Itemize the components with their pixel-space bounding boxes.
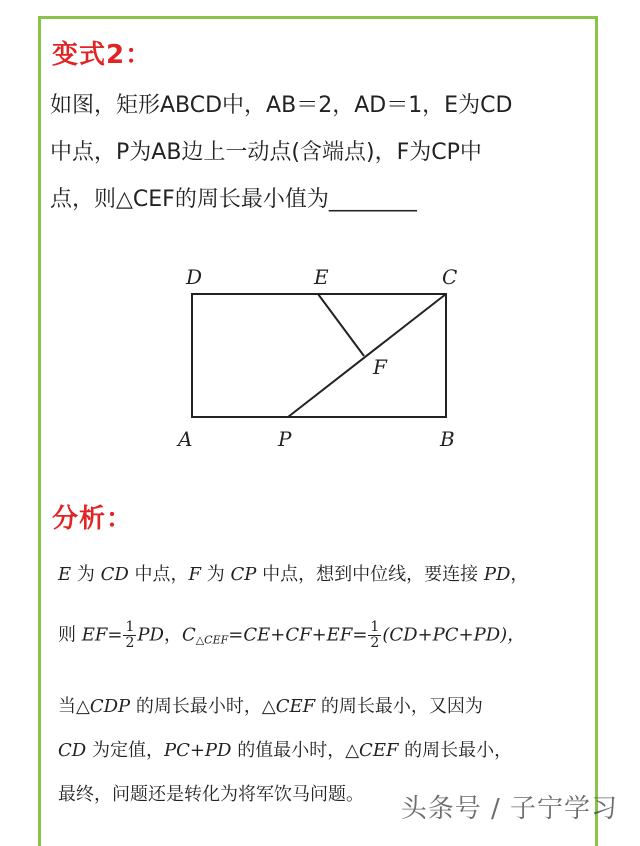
analysis-title: 分析：: [52, 504, 134, 534]
math-pd: PD: [483, 564, 511, 585]
label-b: B: [440, 427, 455, 451]
problem-line-3: 点，则△CEF的周长最小值为________: [50, 187, 417, 212]
math-ef: EF: [81, 624, 108, 646]
label-e: E: [314, 265, 329, 289]
math-c: C: [181, 624, 196, 646]
fraction-half-2: [368, 620, 381, 651]
analysis-line-1: [58, 560, 598, 586]
analysis-line-2: [58, 620, 598, 651]
label-d: D: [186, 265, 203, 289]
rectangle-abcd: [192, 294, 446, 417]
analysis-line-5: 最终，问题还是转化为将军饮马问题。: [58, 784, 364, 805]
math-cd: CD: [58, 740, 87, 761]
text: 的周长最小时，△: [130, 696, 276, 717]
fraction-numerator: 1: [125, 619, 135, 635]
text: 的周长最小，: [398, 740, 513, 761]
math-rhs: =CE+CF+EF=: [228, 624, 368, 646]
text: 中点，: [128, 564, 189, 585]
label-f: F: [373, 355, 387, 379]
math-subscript: △CEF: [195, 633, 229, 647]
problem-line-1: 如图，矩形ABCD中，AB＝2，AD＝1，E为CD: [50, 93, 513, 118]
math-cef: CEF: [275, 696, 316, 717]
text: 则: [58, 624, 82, 646]
text: 当△: [58, 696, 90, 717]
variant-title: 变式2：: [52, 40, 153, 70]
text: 为: [201, 564, 231, 585]
text: 为定值，: [86, 740, 164, 761]
fraction-numerator: 1: [370, 619, 380, 635]
fraction-denominator: 2: [125, 635, 135, 651]
math-cdp: CDP: [89, 696, 131, 717]
segment-ef: [318, 294, 364, 356]
text: 的周长最小，又因为: [315, 696, 483, 717]
label-a: A: [178, 427, 193, 451]
problem-statement: [50, 82, 595, 223]
segment-pc: [288, 294, 446, 417]
text: ，: [163, 624, 182, 646]
text: 中点，想到中位线，要连接: [256, 564, 484, 585]
label-p: P: [278, 427, 292, 451]
math-pd: PD: [137, 624, 164, 646]
fraction-half: [123, 620, 136, 651]
fraction-denominator: 2: [370, 635, 380, 651]
text: 的值最小时，△: [231, 740, 360, 761]
text: ，: [510, 564, 529, 585]
math-pc-pd: PC+PD: [163, 740, 232, 761]
watermark: 头条号 / 子宁学习: [400, 794, 618, 824]
label-c: C: [442, 265, 458, 289]
math-cef: CEF: [359, 740, 399, 761]
math-f: F: [188, 564, 202, 585]
text: 为: [71, 564, 101, 585]
analysis-line-3: [58, 692, 598, 718]
rectangle-diagram: [170, 256, 470, 456]
math-cp: CP: [230, 564, 257, 585]
problem-line-2: 中点，P为AB边上一动点(含端点)，F为CP中: [50, 140, 482, 165]
analysis-line-4: [58, 736, 598, 762]
math-e: E: [58, 564, 72, 585]
math-cd: CD: [100, 564, 129, 585]
math-paren: (CD+PC+PD)，: [382, 624, 526, 646]
text: =: [107, 624, 123, 646]
